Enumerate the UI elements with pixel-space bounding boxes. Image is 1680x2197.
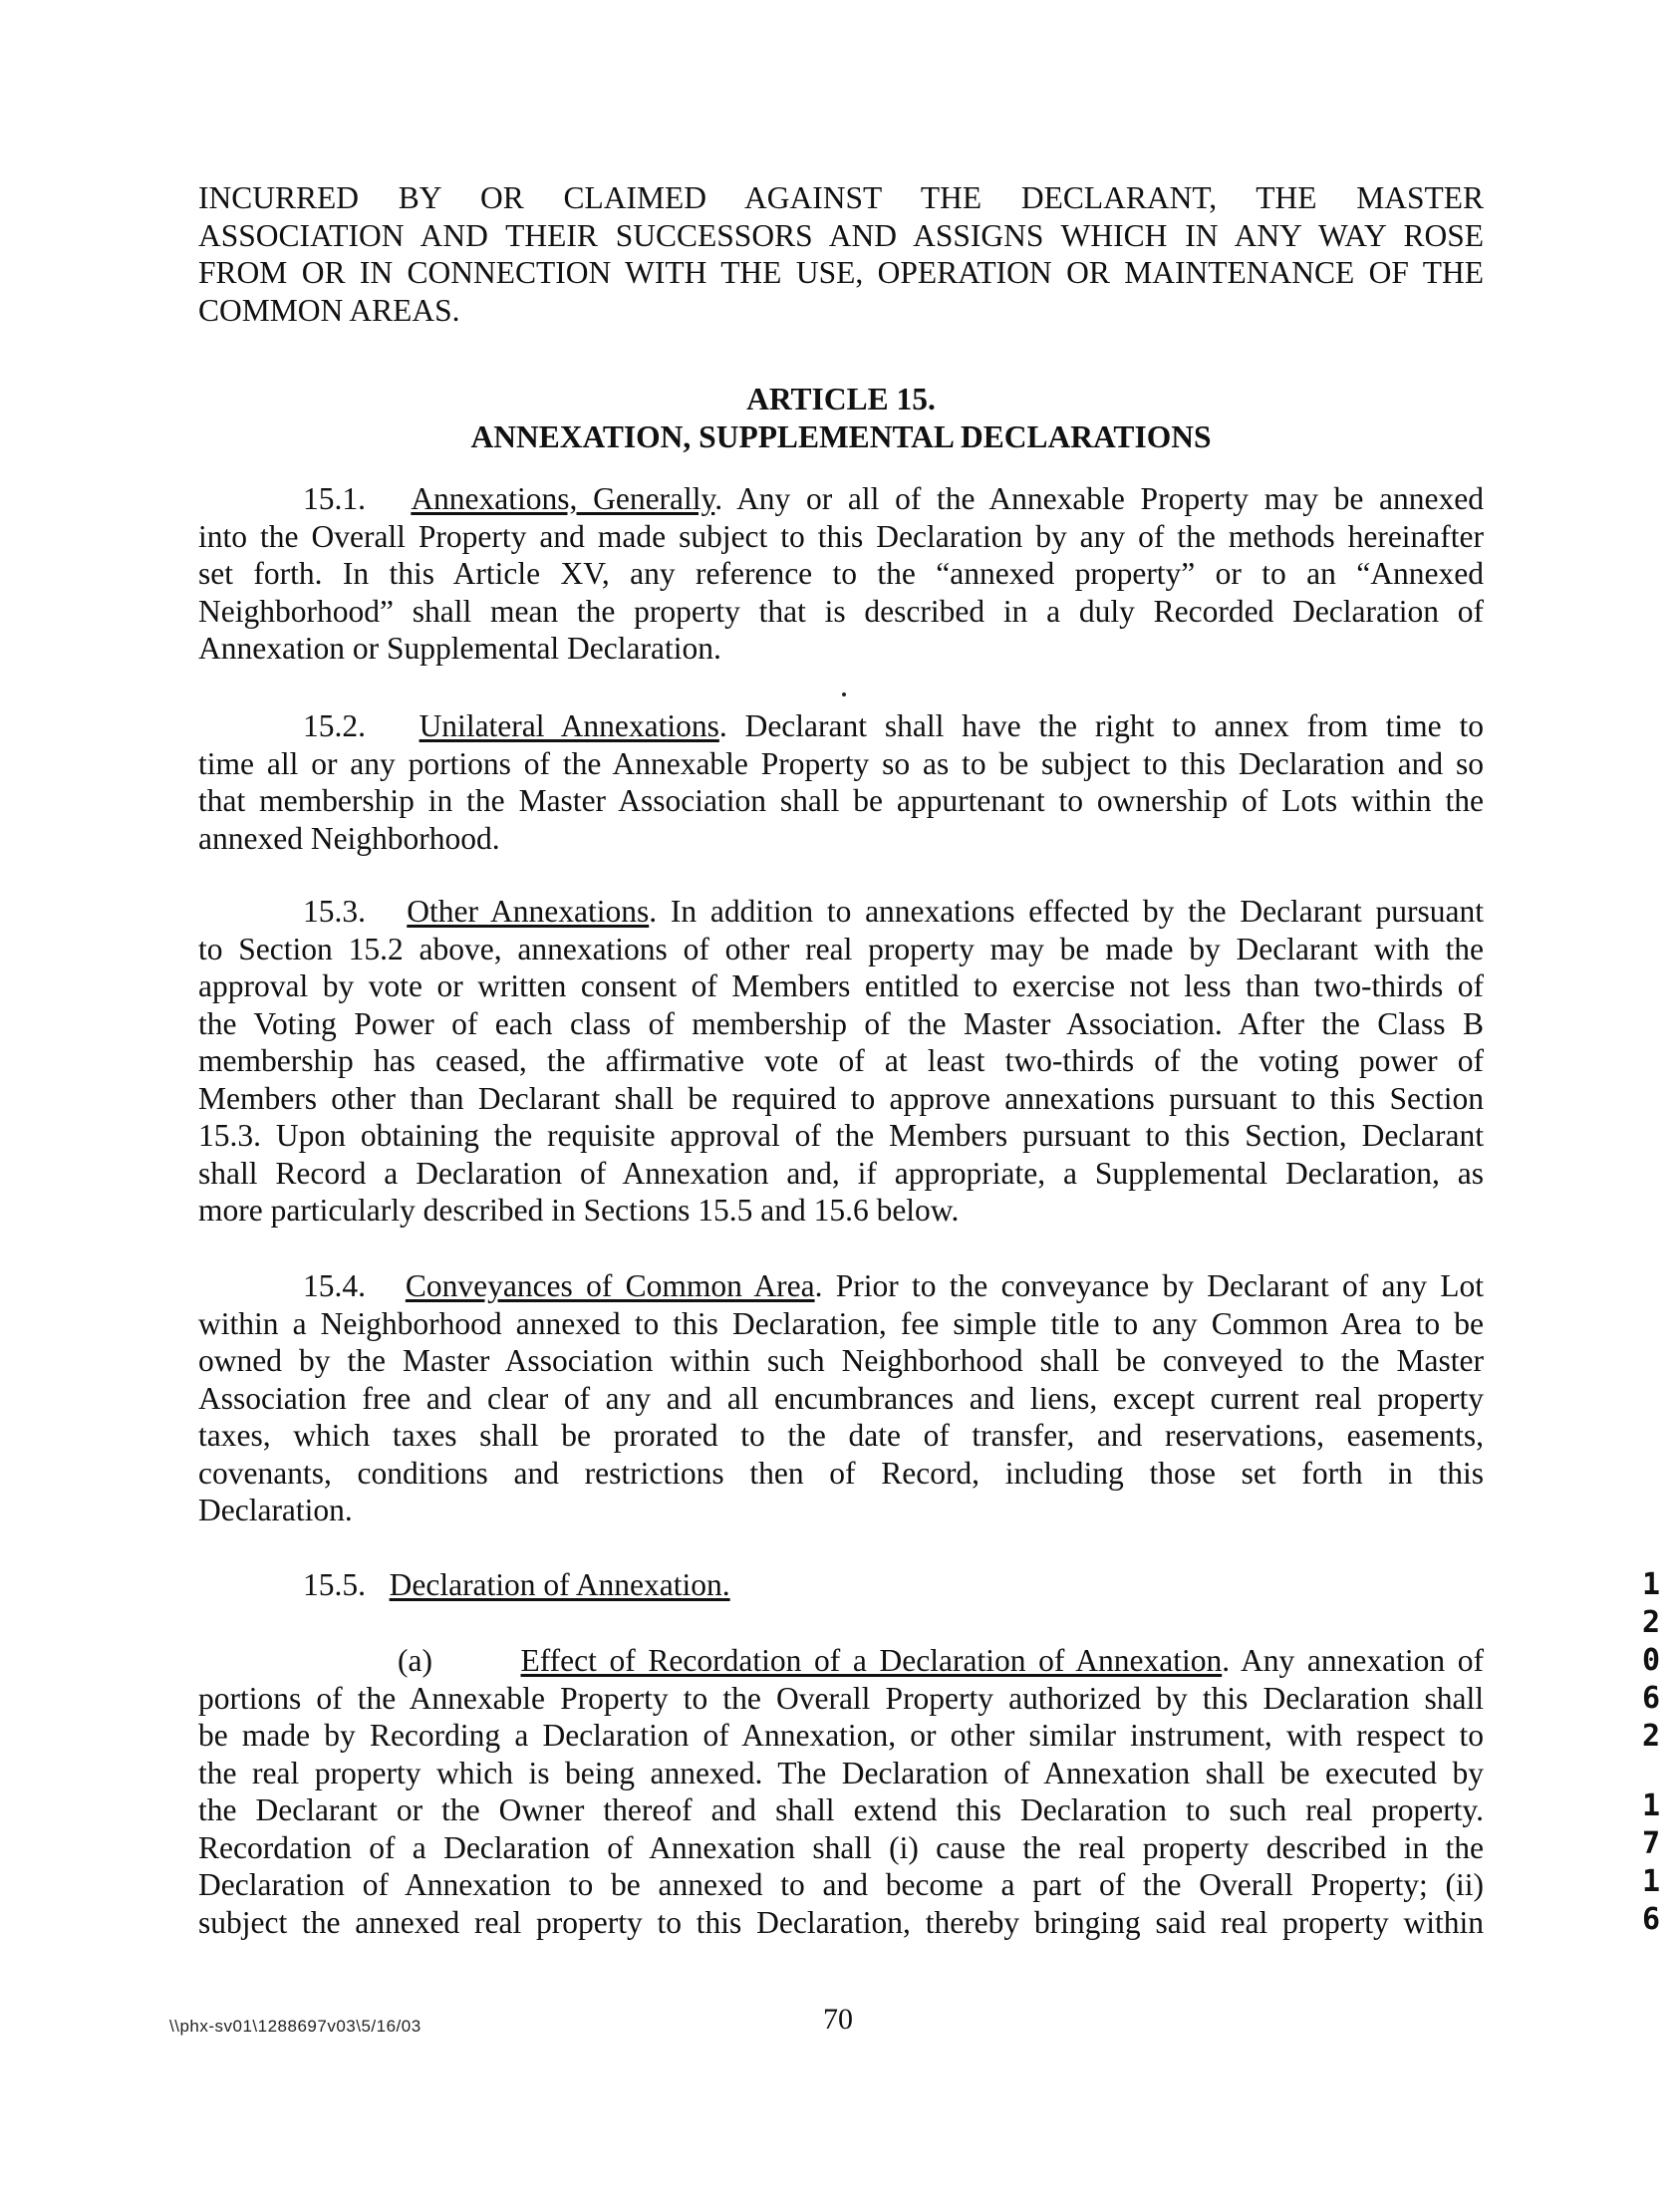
section-line: taxes, which taxes shall be prorated to the date of transfer, and reservations, easements, [198, 1418, 1484, 1453]
section-line: into the Overall Property and made subject to this Declaration by any of the methods hereinafter [198, 518, 1484, 554]
opening-line: INCURRED BY OR CLAIMED AGAINST THE DECLARANT, THE MASTER [198, 180, 1484, 215]
section-line: more particularly described in Sections 15.5 and 15.6 below. [198, 1193, 960, 1228]
section-line: annexed Neighborhood. [198, 820, 500, 856]
section-line: set forth. In this Article XV, any reference to the “annexed property” or to an “Annexed [198, 556, 1484, 591]
recording-number-stamp [1636, 1566, 1666, 1939]
stamp-digit: 1 [1641, 1788, 1661, 1823]
stamp-digit: 2 [1641, 1605, 1661, 1640]
section-first-line: 15.1. Annexations, Generally. Any or all of the Annexable Property may be annexed [303, 481, 1484, 516]
section-15-4 [198, 1267, 1484, 1529]
section-number: 15.5. [303, 1567, 366, 1602]
section-line: covenants, conditions and restrictions then of Record, including those set forth in this [198, 1455, 1484, 1491]
subsection-title: Effect of Recordation of a Declaration of Annexation [520, 1643, 1223, 1678]
section-line: 15.3. Upon obtaining the requisite approval of the Members pursuant to this Section, Declarant [198, 1118, 1484, 1153]
subsection-line: the Declarant or the Owner thereof and shall extend this Declaration to such real property. [198, 1792, 1484, 1827]
stamp-digit: 0 [1641, 1643, 1661, 1678]
section-number: 15.3. [303, 894, 366, 929]
subsection-label: (a) [398, 1643, 432, 1678]
subsection-line: portions of the Annexable Property to the Overall Property authorized by this Declaration shall [198, 1680, 1484, 1716]
page-number: 70 [823, 2003, 853, 2036]
section-15-2 [198, 707, 1484, 857]
stamp-digit: 2 [1641, 1719, 1661, 1754]
article-number: ARTICLE 15. [746, 382, 936, 416]
section-number: 15.1. [303, 481, 366, 516]
section-title: Annexations, Generally [411, 481, 715, 516]
stamp-gap [1636, 1756, 1666, 1787]
section-line: Declaration. [198, 1493, 353, 1527]
section-15-5-a [198, 1642, 1484, 1941]
section-line: the Voting Power of each class of membership of the Master Association. After the Class B [198, 1005, 1484, 1041]
section-15-5-heading [198, 1566, 1484, 1604]
stray-mark [842, 692, 846, 696]
section-line: time all or any portions of the Annexable Property so as to be subject to this Declaration and so [198, 745, 1484, 781]
section-line: In addition to annexations effected by the Declarant pursuant [670, 894, 1484, 929]
section-line: to Section 15.2 above, annexations of other real property may be made by Declarant with the [198, 931, 1484, 966]
section-line: Declarant shall have the right to annex from time to [744, 708, 1485, 743]
section-first-line: 15.4. Conveyances of Common Area. Prior to the conveyance by Declarant of any Lot [303, 1268, 1484, 1303]
subsection-line: Declaration of Annexation to be annexed to and become a part of the Overall Property; (ii) [198, 1867, 1484, 1902]
section-line: that membership in the Master Association shall be appurtenant to ownership of Lots within the [198, 783, 1484, 818]
subsection-line: subject the annexed real property to this Declaration, thereby bringing said real property within [198, 1904, 1484, 1940]
opening-paragraph [198, 179, 1484, 329]
document-id: \\phx-sv01\1288697v03\5/16/03 [169, 2017, 421, 2036]
section-title: Conveyances of Common Area [405, 1268, 815, 1303]
subsection-first-line: (a) Effect of Recordation of a Declaration of Annexation. Any annexation of [398, 1643, 1484, 1678]
section-line: within a Neighborhood annexed to this Declaration, fee simple title to any Common Area to be [198, 1305, 1484, 1341]
stamp-digit: 1 [1641, 1864, 1661, 1899]
section-line: Annexation or Supplemental Declaration. [198, 631, 721, 666]
section-line: membership has ceased, the affirmative vote of at least two-thirds of the voting power of [198, 1043, 1484, 1078]
opening-line: COMMON AREAS. [198, 292, 460, 328]
stamp-digit: 1 [1641, 1567, 1661, 1602]
subsection-line: the real property which is being annexed. The Declaration of Annexation shall be executed by [198, 1755, 1484, 1790]
section-number: 15.4. [303, 1268, 366, 1303]
stamp-digit: 6 [1641, 1902, 1661, 1937]
section-first-line: 15.2. Unilateral Annexations. Declarant shall have the right to annex from time to [303, 708, 1485, 743]
section-line: shall Record a Declaration of Annexation and, if appropriate, a Supplemental Declaration, as [198, 1155, 1484, 1191]
subsection-line: be made by Recording a Declaration of Annexation, or other similar instrument, with respect to [198, 1718, 1484, 1753]
opening-line: FROM OR IN CONNECTION WITH THE USE, OPERATION OR MAINTENANCE OF THE [198, 255, 1484, 290]
section-line: Any or all of the Annexable Property may be annexed [736, 481, 1484, 516]
stamp-digit: 7 [1641, 1826, 1661, 1861]
stamp-digit: 6 [1641, 1681, 1661, 1716]
subsection-line: Recordation of a Declaration of Annexation shall (i) cause the real property described in the [198, 1829, 1484, 1865]
section-15-3 [198, 893, 1484, 1230]
section-line: owned by the Master Association within such Neighborhood shall be conveyed to the Master [198, 1343, 1484, 1378]
section-line: Prior to the conveyance by Declarant of any Lot [835, 1268, 1484, 1303]
section-line: Members other than Declarant shall be required to approve annexations pursuant to this Section [198, 1080, 1484, 1116]
section-title: Unilateral Annexations [419, 708, 719, 743]
article-title: ANNEXATION, SUPPLEMENTAL DECLARATIONS [470, 419, 1212, 454]
subsection-line: Any annexation of [1241, 1643, 1484, 1678]
section-line: Neighborhood” shall mean the property that is described in a duly Recorded Declaration of [198, 593, 1484, 629]
section-title: Declaration of Annexation. [389, 1567, 730, 1602]
opening-line: ASSOCIATION AND THEIR SUCCESSORS AND ASSIGNS WHICH IN ANY WAY ROSE [198, 217, 1484, 253]
section-first-line: 15.3. Other Annexations. In addition to annexations effected by the Declarant pursuant [303, 894, 1484, 929]
section-15-1 [198, 480, 1484, 668]
section-line: Association free and clear of any and all encumbrances and liens, except current real property [198, 1380, 1484, 1416]
section-title: Other Annexations [407, 894, 650, 929]
section-number: 15.2. [303, 708, 366, 743]
section-line: approval by vote or written consent of Members entitled to exercise not less than two-thirds of [198, 968, 1484, 1003]
